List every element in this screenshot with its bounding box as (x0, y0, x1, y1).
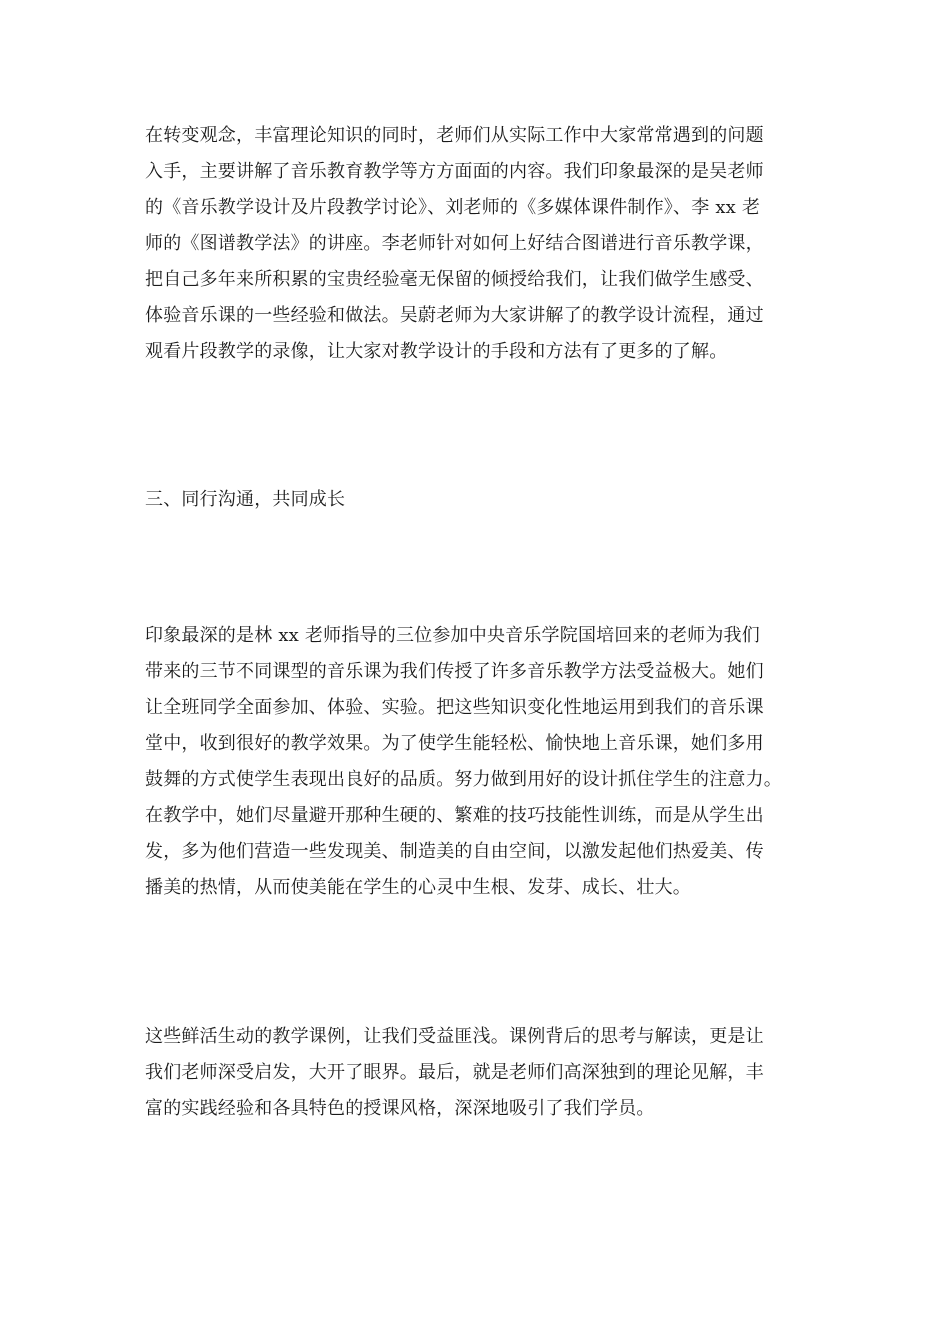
section-heading (145, 482, 810, 518)
paragraph-line: 播美的热情，从而使美能在学生的心灵中生根、发芽、成长、壮大。 (145, 877, 691, 898)
paragraph-line: 在教学中，她们尽量避开那种生硬的、繁难的技巧技能性训练，而是从学生出 (145, 805, 764, 826)
paragraph-line: 把自己多年来所积累的宝贵经验毫无保留的倾授给我们，让我们做学生感受、 (145, 269, 764, 290)
paragraph-line: 让全班同学全面参加、体验、实验。把这些知识变化性地运用到我们的音乐课 (145, 697, 764, 718)
section-heading-text: 三、同行沟通，共同成长 (145, 489, 346, 510)
paragraph-teaching-content (145, 118, 810, 370)
paragraph-line: 入手，主要讲解了音乐教育教学等方方面面的内容。我们印象最深的是吴老师 (145, 161, 764, 182)
paragraph-line: 印象最深的是林 xx 老师指导的三位参加中央音乐学院国培回来的老师为我们 (145, 625, 760, 646)
paragraph-line: 观看片段教学的录像，让大家对教学设计的手段和方法有了更多的了解。 (145, 341, 728, 362)
paragraph-line: 发，多为他们营造一些发现美、制造美的自由空间，以激发起他们热爱美、传 (145, 841, 764, 862)
paragraph-line: 我们老师深受启发，大开了眼界。最后，就是老师们高深独到的理论见解，丰 (145, 1062, 764, 1083)
paragraph-line: 富的实践经验和各具特色的授课风格，深深地吸引了我们学员。 (145, 1098, 655, 1119)
paragraph-line: 鼓舞的方式使学生表现出良好的品质。努力做到用好的设计抓住学生的注意力。 (145, 769, 782, 790)
paragraph-conclusion (145, 1019, 810, 1127)
paragraph-line: 师的《图谱教学法》的讲座。李老师针对如何上好结合图谱进行音乐教学课， (145, 233, 764, 254)
paragraph-line: 的《音乐教学设计及片段教学讨论》、刘老师的《多媒体课件制作》、李 xx 老 (145, 197, 761, 218)
paragraph-line: 这些鲜活生动的教学课例，让我们受益匪浅。课例背后的思考与解读，更是让 (145, 1026, 764, 1047)
paragraph-line: 堂中，收到很好的教学效果。为了使学生能轻松、愉快地上音乐课，她们多用 (145, 733, 764, 754)
paragraph-line: 带来的三节不同课型的音乐课为我们传授了许多音乐教学方法受益极大。她们 (145, 661, 764, 682)
paragraph-line: 体验音乐课的一些经验和做法。吴蔚老师为大家讲解了的教学设计流程，通过 (145, 305, 764, 326)
paragraph-line: 在转变观念，丰富理论知识的同时，老师们从实际工作中大家常常遇到的问题 (145, 125, 764, 146)
paragraph-peer-communication (145, 618, 810, 906)
